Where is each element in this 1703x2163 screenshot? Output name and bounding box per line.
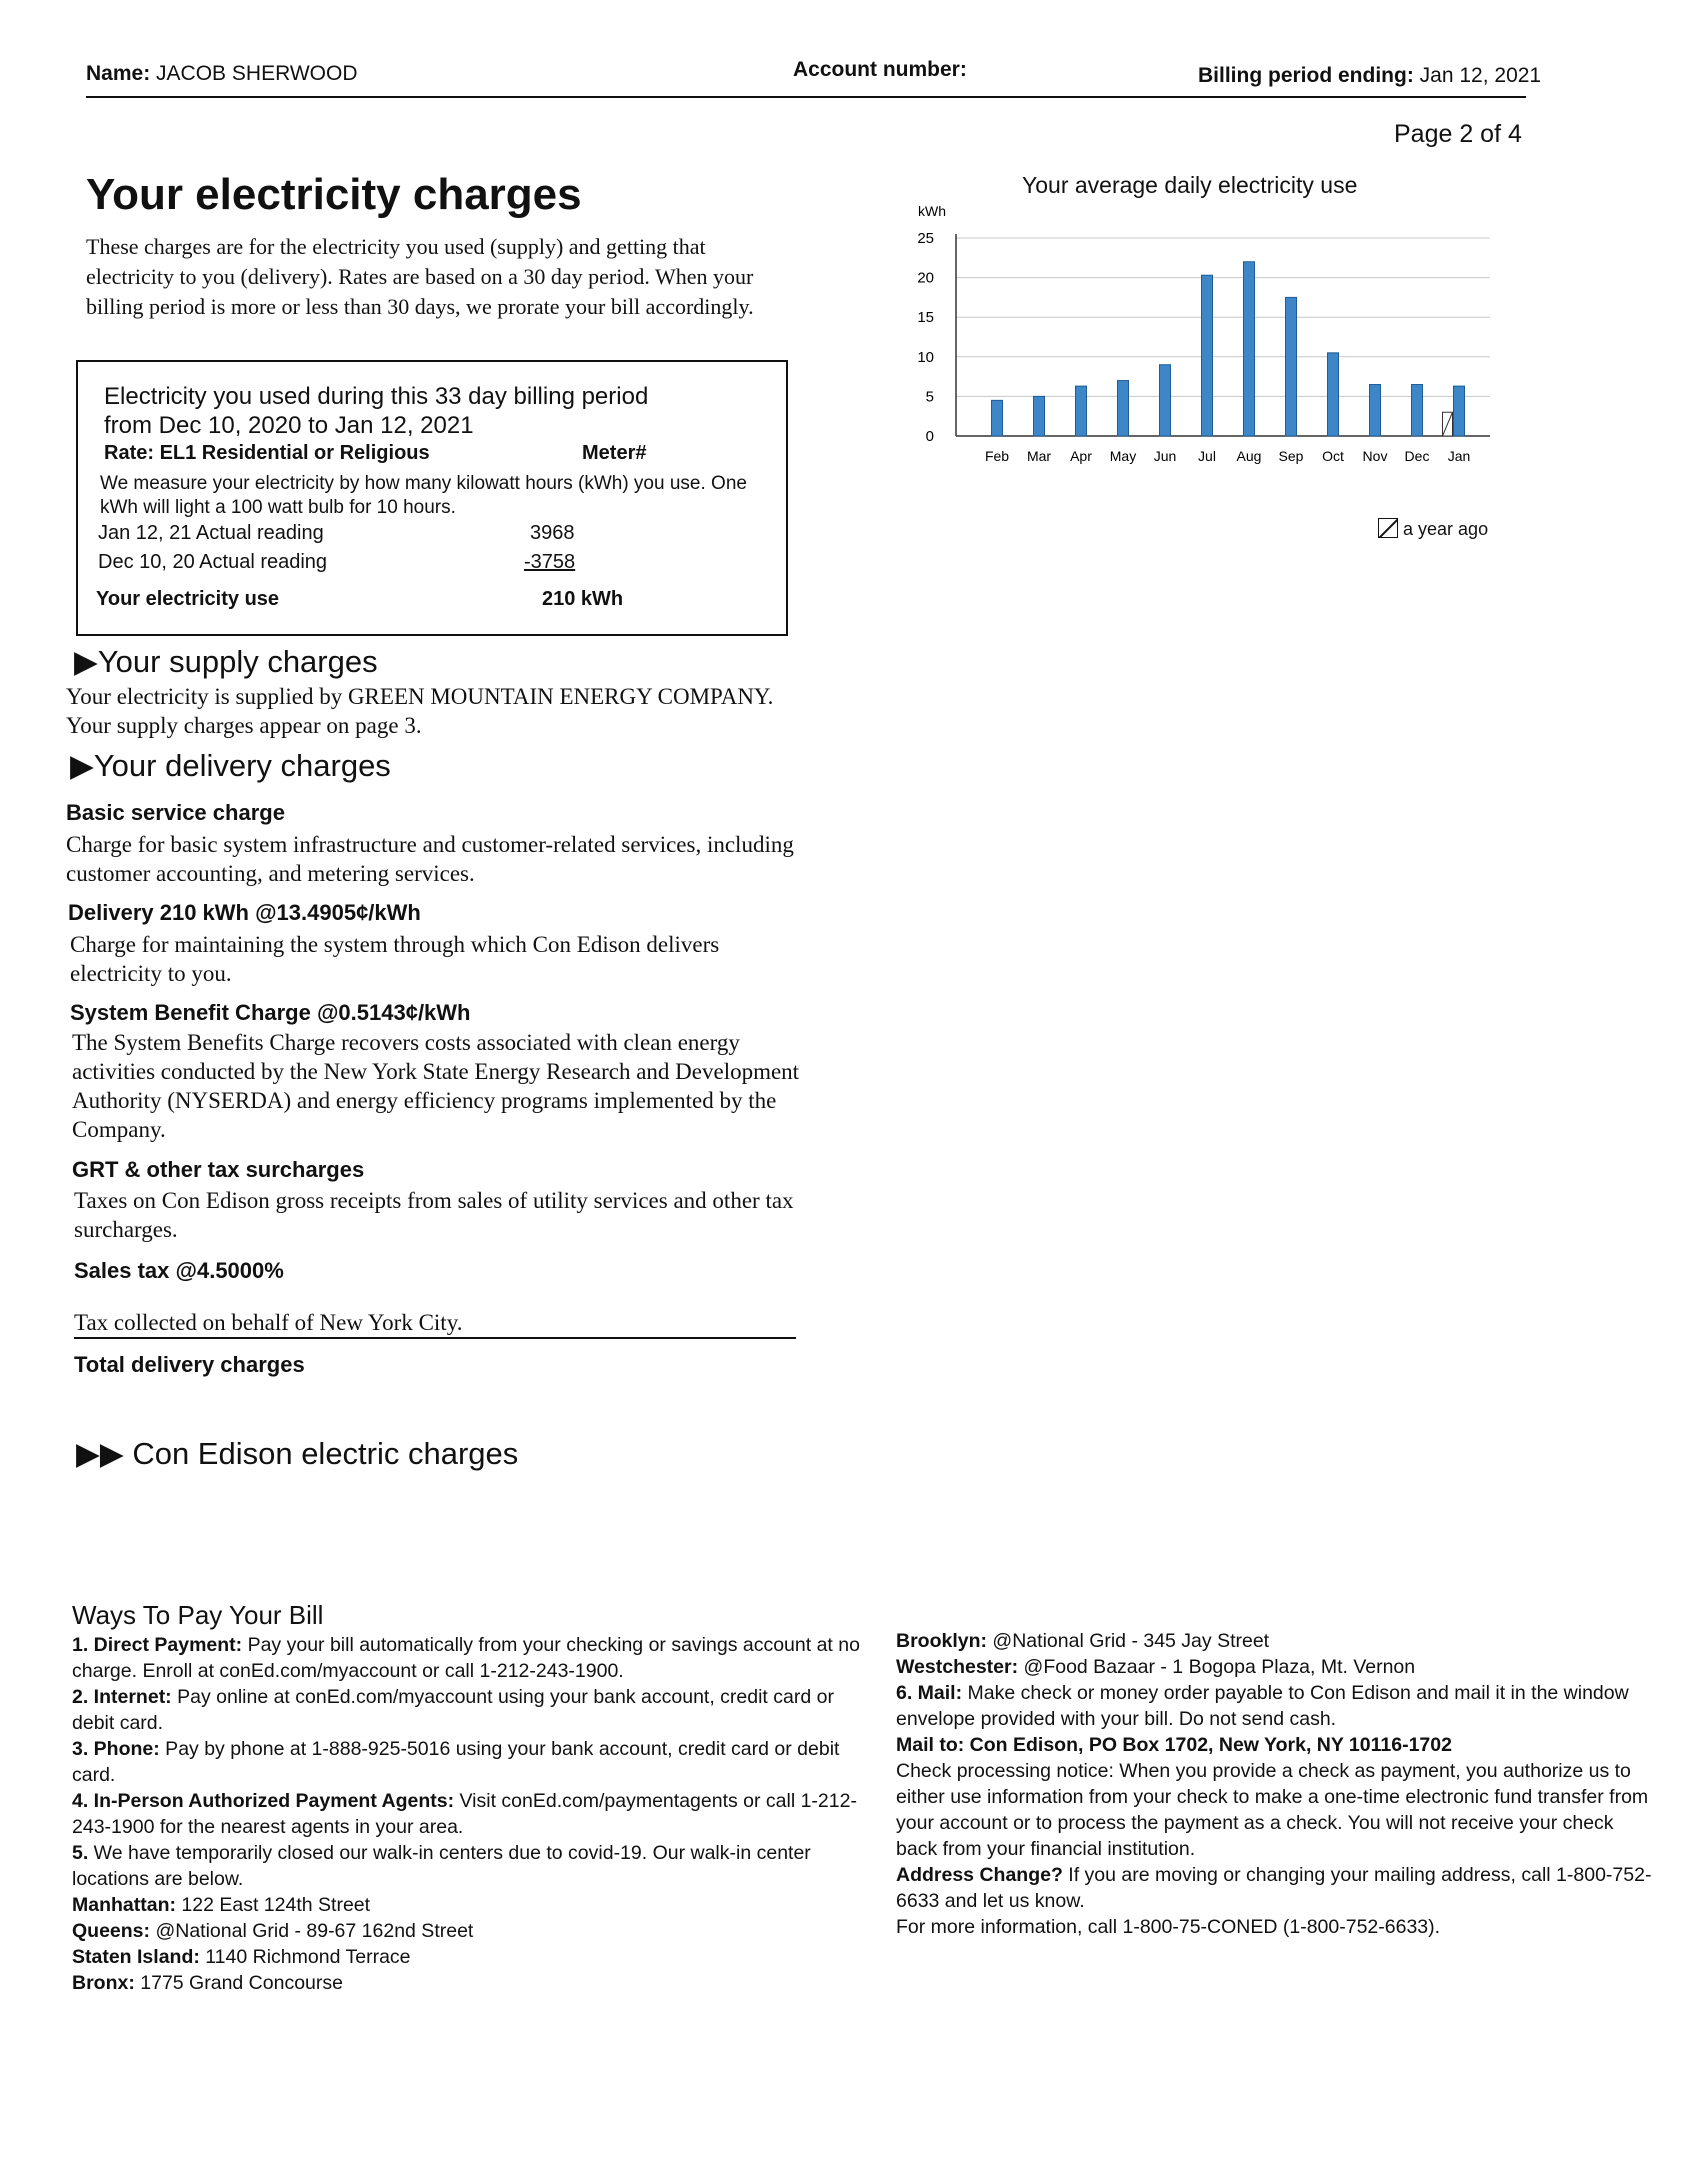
payment-option (72, 1736, 878, 1788)
payment-option (72, 1632, 878, 1684)
payment-option-text: @Food Bazaar - 1 Bogopa Plaza, Mt. Vernon (1018, 1656, 1416, 1678)
bar (1328, 353, 1339, 436)
payment-option-label: Mail to: Con Edison, PO Box 1702, New York, NY 10116-1702 (896, 1734, 1452, 1756)
x-tick-label: Jul (1198, 448, 1216, 464)
supply-title: ▶Your supply charges (74, 644, 378, 679)
ways-title: Ways To Pay Your Bill (72, 1600, 324, 1630)
reading-current-label: Jan 12, 21 Actual reading (98, 522, 324, 544)
payment-option-text: 1775 Grand Concourse (134, 1972, 343, 1994)
payment-option-label: Bronx: (72, 1972, 135, 1994)
x-tick-label: Oct (1322, 448, 1344, 464)
payment-option-label: Manhattan: (72, 1894, 176, 1916)
page-title: Your electricity charges (86, 170, 582, 219)
triangle-right-icon: ▶ (70, 748, 94, 783)
payment-option (72, 1788, 878, 1840)
payment-option-label: 3. Phone: (72, 1738, 160, 1760)
y-axis-label: kWh (918, 203, 946, 219)
payment-option-text: Pay your bill automatically from your checking or savings account at no charge. Enroll at conEd.com/myaccount or call 1-212-243-1900. (72, 1634, 860, 1682)
payment-option (896, 1654, 1652, 1680)
usage-period-line1: Electricity you used during this 33 day billing period (104, 383, 649, 410)
payment-option-label: 1. Direct Payment: (72, 1634, 243, 1656)
payment-option-text: Pay online at conEd.com/myaccount using your bank account, credit card or debit card. (72, 1686, 834, 1734)
y-tick-label: 25 (917, 230, 934, 247)
payment-option-text: Make check or money order payable to Con Edison and mail it in the window envelope provided with your bill. Do not send cash. (896, 1682, 1629, 1730)
delivery-item-text: Taxes on Con Edison gross receipts from sales of utility services and other tax surcharges. (74, 1188, 794, 1242)
reading-current-value: 3968 (530, 522, 575, 544)
payment-option-text: 122 East 124th Street (176, 1894, 371, 1916)
payment-option-label: 4. In-Person Authorized Payment Agents: (72, 1790, 455, 1812)
x-tick-label: Dec (1404, 448, 1430, 464)
x-tick-label: Sep (1278, 448, 1304, 464)
bar (1202, 275, 1213, 436)
bar (1118, 381, 1129, 436)
payment-option (72, 1840, 878, 1892)
x-tick-label: Apr (1070, 448, 1092, 464)
reading-previous-value: -3758 (524, 551, 576, 573)
meter-label: Meter# (582, 442, 647, 464)
payment-option (896, 1862, 1652, 1914)
payment-option-label: Queens: (72, 1920, 151, 1942)
payment-option-label: 5. (72, 1842, 89, 1864)
payment-option-label: Brooklyn: (896, 1630, 988, 1652)
x-tick-label: Feb (984, 448, 1010, 464)
delivery-item-text: The System Benefits Charge recovers costs associated with clean energy activities conducted by the New York State Energy Research and Development Authority (NYSERDA) and energy efficiency programs implemented by the Company. (72, 1030, 800, 1142)
payment-option-text: Pay by phone at 1-888-925-5016 using your bank account, credit card or debit card. (72, 1738, 840, 1786)
x-tick-label: May (1109, 448, 1137, 464)
y-tick-label: 0 (925, 428, 934, 445)
electricity-use-label: Your electricity use (96, 588, 280, 610)
x-tick-label: Jun (1153, 448, 1177, 464)
payment-option (72, 1684, 878, 1736)
ways-right-column (896, 1628, 1652, 1940)
intro-text: These charges are for the electricity you used (supply) and getting that electricity to you (delivery). Rates are based on a 30 day period. When your billing period is more or less than 30 days, we prorate your bill accordingly. (86, 234, 754, 319)
payment-option (72, 1918, 878, 1944)
y-tick-label: 20 (917, 269, 934, 287)
sales-tax-label: Sales tax @4.5000% (74, 1258, 284, 1283)
billing-period: Billing period ending: Jan 12, 2021 (1198, 64, 1542, 87)
payment-option (896, 1628, 1652, 1654)
payment-option (72, 1892, 878, 1918)
bar (1160, 365, 1171, 436)
delivery-item-text: Charge for basic system infrastructure and customer-related services, including customer accounting, and metering services. (66, 832, 794, 886)
payment-option-text: If you are moving or changing your mailing address, call 1-800-752-6633 and let us know. (896, 1864, 1652, 1912)
payment-option-label: Westchester: (896, 1656, 1019, 1678)
bar (1034, 396, 1045, 436)
account-number-label: Account number: (793, 58, 967, 81)
payment-option (72, 1944, 878, 1970)
payment-option (896, 1732, 1652, 1758)
con-edison-charges-title: ▶▶ Con Edison electric charges (76, 1436, 519, 1471)
ways-left-column (72, 1632, 878, 1996)
delivery-item-title: Delivery 210 kWh @13.4905¢/kWh (68, 900, 421, 925)
supply-text: Your electricity is supplied by GREEN MOUNTAIN ENERGY COMPANY. Your supply charges appear on page 3. (66, 684, 774, 738)
y-tick-label: 5 (925, 388, 934, 406)
x-tick-label: Mar (1026, 448, 1052, 464)
bar (1454, 386, 1465, 436)
tax-rule (74, 1337, 796, 1339)
payment-option-text: @National Grid - 89-67 162nd Street (150, 1920, 474, 1942)
electricity-use-value: 210 kWh (542, 588, 624, 610)
y-tick-label: 10 (917, 348, 934, 366)
payment-option-label: 6. Mail: (896, 1682, 963, 1704)
customer-name: Name: JACOB SHERWOOD (86, 62, 358, 85)
delivery-item-title: GRT & other tax surcharges (72, 1157, 365, 1182)
payment-option-text: For more information, call 1-800-75-CONED (1-800-752-6633). (896, 1916, 1441, 1938)
payment-option (896, 1914, 1652, 1940)
bar (1076, 386, 1087, 436)
bar (1286, 297, 1297, 436)
usage-period-line2: from Dec 10, 2020 to Jan 12, 2021 (104, 412, 474, 439)
reading-previous-label: Dec 10, 20 Actual reading (98, 551, 328, 573)
delivery-item-title: System Benefit Charge @0.5143¢/kWh (70, 1000, 471, 1025)
delivery-title: ▶Your delivery charges (70, 748, 391, 783)
chart-legend: a year ago (1378, 518, 1488, 540)
y-tick-label: 15 (917, 309, 934, 327)
delivery-item-text: Charge for maintaining the system through which Con Edison delivers electricity to you. (70, 932, 720, 986)
tax-note: Tax collected on behalf of New York City. (74, 1310, 463, 1335)
payment-option-label: Staten Island: (72, 1946, 200, 1968)
x-tick-label: Nov (1362, 448, 1388, 464)
payment-option (896, 1758, 1652, 1862)
payment-option-text: Check processing notice: When you provide a check as payment, you authorize us to either use information from your check to make a one-time electronic fund transfer from your account or to process the payment as a check. You will not receive your check back from your financial institution. (896, 1760, 1649, 1860)
rate-label: Rate: EL1 Residential or Religious (104, 442, 430, 464)
payment-option (72, 1970, 878, 1996)
bar (1412, 385, 1423, 436)
payment-option (896, 1680, 1652, 1732)
bar (1370, 385, 1381, 436)
payment-option-label: 2. Internet: (72, 1686, 172, 1708)
payment-option-label: Address Change? (896, 1864, 1063, 1886)
measure-note: We measure your electricity by how many kilowatt hours (kWh) you use. One kWh will light a 100 watt bulb for 10 hours. (100, 473, 747, 518)
delivery-item-title: Basic service charge (66, 800, 285, 825)
x-tick-label: Jan (1447, 448, 1471, 464)
header-rule (86, 96, 1526, 98)
total-delivery-label: Total delivery charges (74, 1352, 305, 1377)
payment-option-text: @National Grid - 345 Jay Street (987, 1630, 1270, 1652)
hatched-square-icon (1378, 518, 1398, 538)
triangle-right-icon: ▶ (74, 644, 98, 679)
page-number: Page 2 of 4 (1394, 120, 1522, 148)
x-tick-label: Aug (1236, 448, 1262, 464)
payment-option-text: 1140 Richmond Terrace (199, 1946, 411, 1968)
double-triangle-right-icon: ▶▶ (76, 1436, 124, 1471)
bar (1244, 262, 1255, 436)
bar (992, 400, 1003, 436)
payment-option-text: Visit conEd.com/paymentagents or call 1-212-243-1900 for the nearest agents in your area. (72, 1790, 857, 1838)
payment-option-text: We have temporarily closed our walk-in centers due to covid-19. Our walk-in center locations are below. (72, 1842, 811, 1890)
usage-box (76, 360, 788, 636)
chart-title: Your average daily electricity use (1022, 172, 1358, 198)
